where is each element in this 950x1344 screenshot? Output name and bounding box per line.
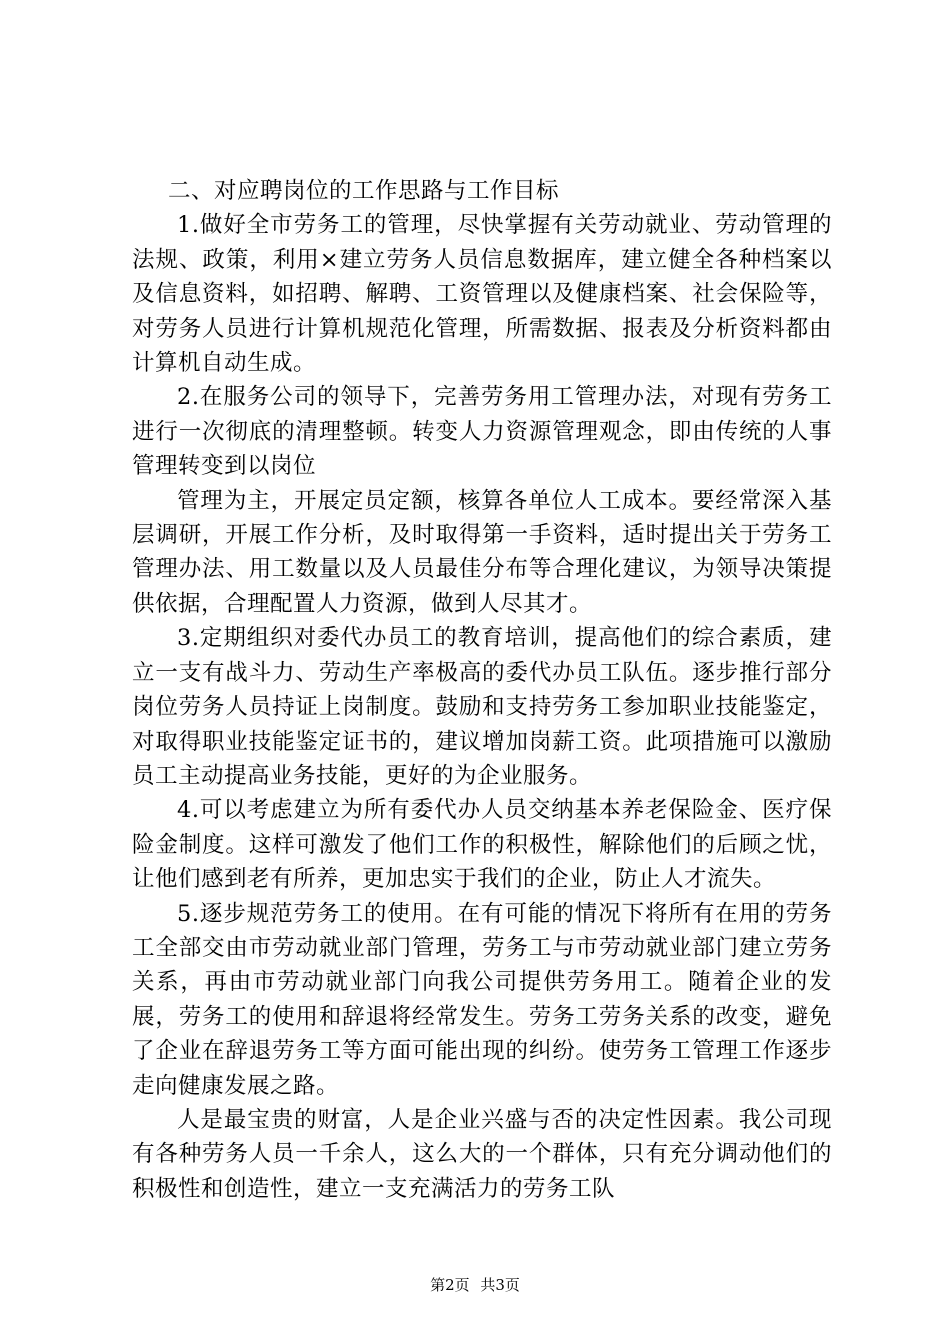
paragraph-item-3: 3.定期组织对委代办员工的教育培训，提高他们的综合素质，建立一支有战斗力、劳动生产率极高的委代办员工队伍。逐步推行部分岗位劳务人员持证上岗制度。鼓励和支持劳务工参加职业技能鉴定，对取得职业技能鉴定证书的，建议增加岗薪工资。此项措施可以激励员工主动提高业务技能，更好的为企业服务。	[132, 625, 832, 789]
paragraph-item-4: 4.可以考虑建立为所有委代办人员交纳基本养老保险金、医疗保险金制度。这样可激发了他们工作的积极性，解除他们的后顾之忧，让他们感到老有所养，更加忠实于我们的企业，防止人才流失。	[132, 797, 832, 893]
page-number-current: 第2页	[430, 1276, 470, 1294]
page-number-total: 共3页	[480, 1276, 520, 1294]
document-body	[132, 174, 832, 1206]
paragraph-item-1: 1.做好全市劳务工的管理，尽快掌握有关劳动就业、劳动管理的法规、政策，利用×建立劳务人员信息数据库，建立健全各种档案以及信息资料，如招聘、解聘、工资管理以及健康档案、社会保险等，对劳务人员进行计算机规范化管理，所需数据、报表及分析资料都由计算机自动生成。	[132, 212, 832, 377]
paragraph-item-2: 2.在服务公司的领导下，完善劳务用工管理办法，对现有劳务工进行一次彻底的清理整顿。转变人力资源管理观念，即由传统的人事管理转变到以岗位	[132, 384, 832, 480]
paragraph-item-5: 5.逐步规范劳务工的使用。在有可能的情况下将所有在用的劳务工全部交由市劳动就业部门管理，劳务工与市劳动就业部门建立劳务关系，再由市劳动就业部门向我公司提供劳务用工。随着企业的发展，劳务工的使用和辞退将经常发生。劳务工劳务关系的改变，避免了企业在辞退劳务工等方面可能出现的纠纷。使劳务工管理工作逐步走向健康发展之路。	[132, 900, 832, 1099]
section-heading: 二、对应聘岗位的工作思路与工作目标	[168, 178, 560, 204]
page-footer	[0, 1275, 950, 1295]
paragraph-item-2-continued: 管理为主，开展定员定额，核算各单位人工成本。要经常深入基层调研，开展工作分析，及时取得第一手资料，适时提出关于劳务工管理办法、用工数量以及人员最佳分布等合理化建议，为领导决策提供依据，合理配置人力资源，做到人尽其才。	[132, 487, 832, 617]
paragraph-closing: 人是最宝贵的财富，人是企业兴盛与否的决定性因素。我公司现有各种劳务人员一千余人，这么大的一个群体，只有充分调动他们的积极性和创造性，建立一支充满活力的劳务工队	[132, 1106, 832, 1202]
